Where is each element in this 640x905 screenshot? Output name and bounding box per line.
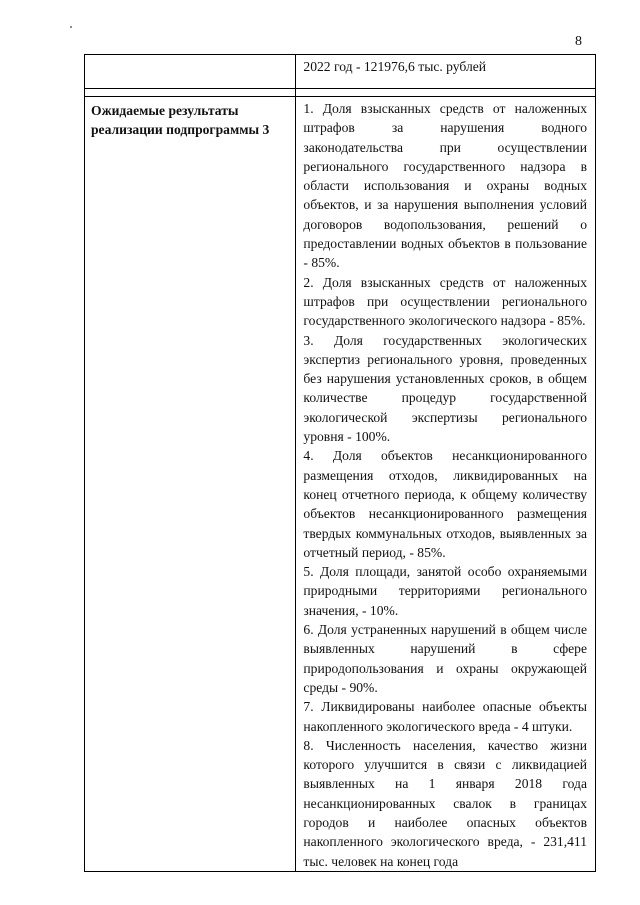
expected-results-list bbox=[296, 97, 596, 872]
expected-results-row bbox=[85, 97, 596, 872]
funding-row bbox=[85, 55, 596, 89]
funding-value-cell: 2022 год - 121976,6 тыс. рублей bbox=[296, 55, 596, 89]
expected-results-label: Ожидаемые результаты реализации подпрограммы 3 bbox=[85, 97, 296, 872]
result-item-4: 4. Доля объектов несанкционированного размещения отходов, ликвидированных на конец отчетного периода, к общему количеству объектов несанкционированного размещения твердых коммунальных отходов, выявленных за отчетный период, - 85%. bbox=[303, 448, 587, 560]
scan-speck bbox=[70, 26, 72, 28]
result-item-6: 6. Доля устраненных нарушений в общем числе выявленных нарушений в сфере природопользования и охраны окружающей среды - 90%. bbox=[303, 622, 587, 695]
result-item-3: 3. Доля государственных экологических экспертиз регионального уровня, проведенных без нарушения установленных сроков, в общем количестве процедур государственной экологической экспертизы регионального уровня - 100%. bbox=[303, 332, 587, 445]
result-item-7: 7. Ликвидированы наиболее опасные объекты накопленного экологического вреда - 4 штуки. bbox=[303, 699, 587, 734]
result-item-8: 8. Численность населения, качество жизни которого улучшится в связи с ликвидацией выявленных на 1 января 2018 года несанкционированных свалок в границах городов и наиболее опасных объектов накопленного экологического вреда, - 231,411 тыс. человек на конец года bbox=[303, 737, 587, 869]
spacer-cell-right bbox=[296, 89, 596, 97]
subprogram-passport-table bbox=[84, 54, 596, 872]
result-item-2: 2. Доля взысканных средств от наложенных штрафов при осуществлении регионального государственного экологического надзора - 85%. bbox=[303, 274, 587, 329]
spacer-cell-left bbox=[85, 89, 296, 97]
page-number: 8 bbox=[575, 34, 582, 49]
result-item-5: 5. Доля площади, занятой особо охраняемыми природными территориями регионального значения, - 10%. bbox=[303, 564, 587, 618]
spacer-row bbox=[85, 89, 596, 97]
funding-label-cell bbox=[85, 55, 296, 89]
result-item-1: 1. Доля взысканных средств от наложенных штрафов за нарушения водного законодательства при осуществлении регионального государственного надзора в области использования и охраны водных объектов, и за нарушения выполнения условий договоров водопользования, решений о предоставлении водных объектов в пользование - 85%. bbox=[303, 101, 587, 271]
